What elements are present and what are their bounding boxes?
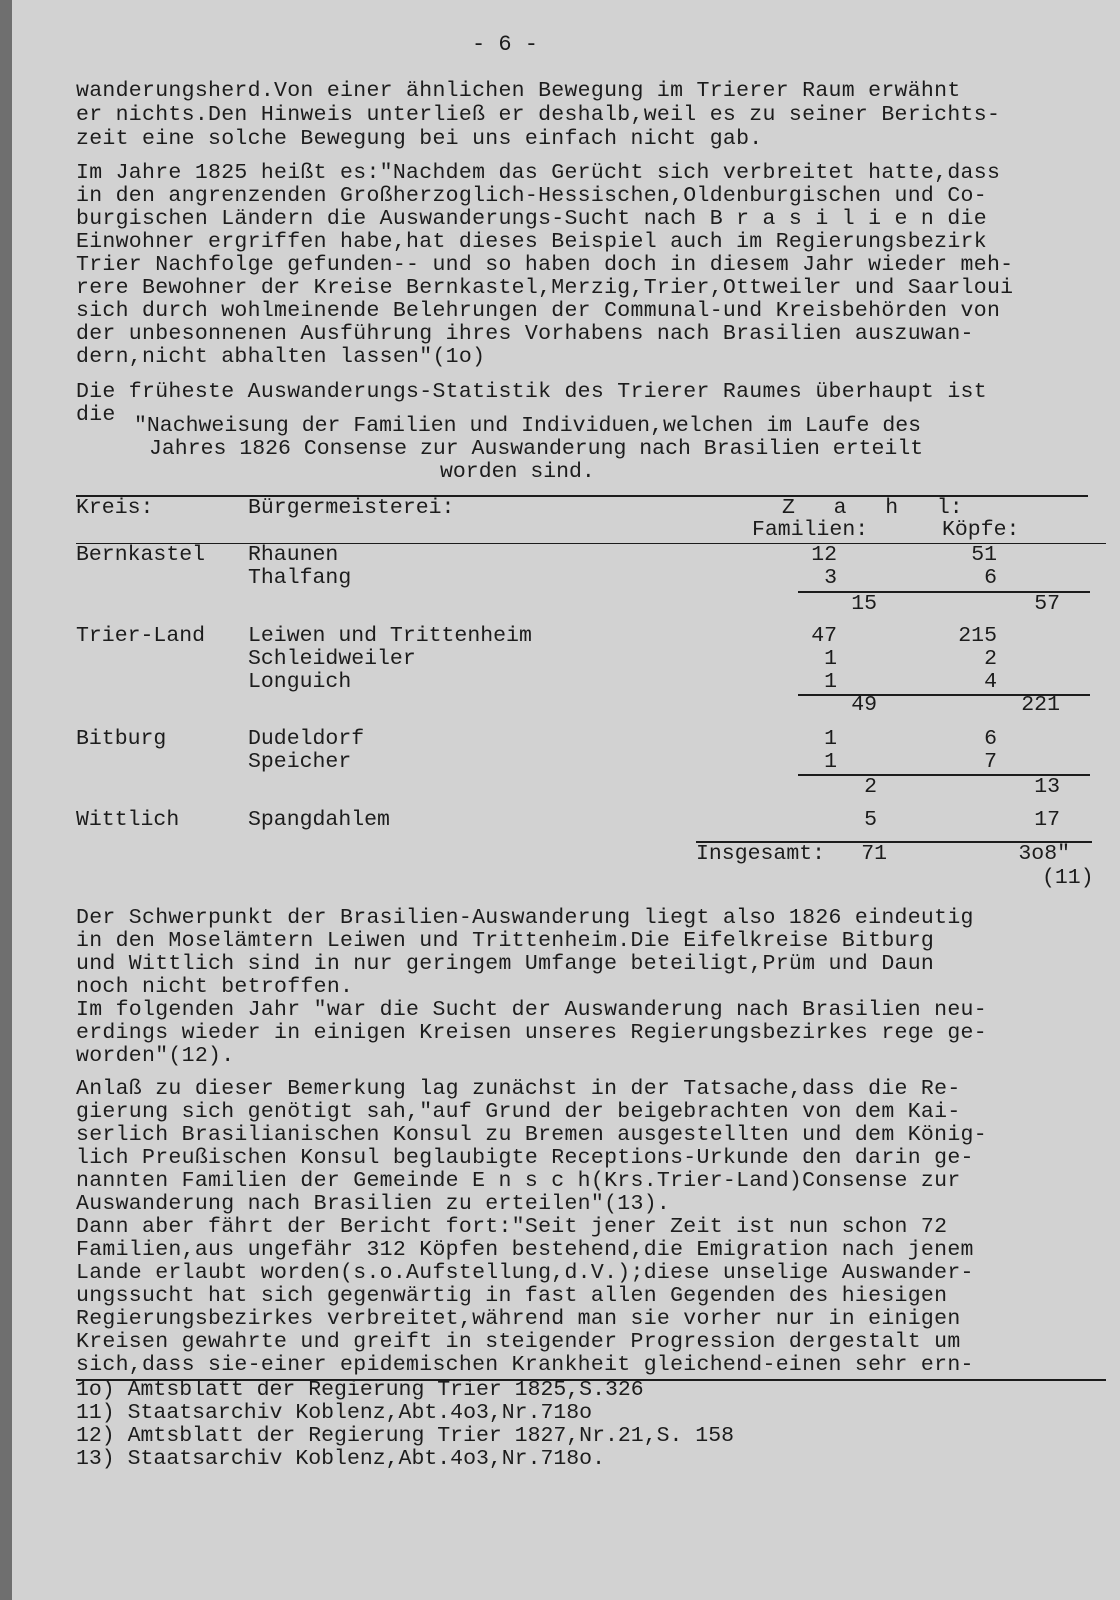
text-line: erdings wieder in einigen Kreisen unseres Regierungsbezirkes rege ge-	[76, 1021, 987, 1045]
kreis-cell: Wittlich	[76, 808, 180, 832]
text-line: und Wittlich sind in nur geringem Umfange beteiligt,Prüm und Daun	[76, 952, 935, 976]
text-line: ungssucht hat sich gegenwärtig in fast allen Gegenden des hiesigen	[76, 1284, 948, 1308]
page-number: - 6 -	[472, 32, 539, 57]
text-line: Im Jahre 1825 heißt es:"Nachdem das Gerücht sich verbreitet hatte,dass	[76, 161, 1001, 185]
subtotal-koepfe: 57	[1034, 592, 1060, 616]
koepfe-cell: 51	[971, 543, 997, 567]
text-line: in den Moselämtern Leiwen und Trittenheim.Die Eifelkreise Bitburg	[76, 929, 935, 953]
familien-cell: 1	[824, 750, 837, 774]
text-line: serlich Brasilianischen Konsul zu Bremen ausgestellten und dem König-	[76, 1123, 987, 1147]
text-line: Kreisen gewahrte und greift in steigender Progression dergestalt um	[76, 1330, 961, 1354]
text-line: Anlaß zu dieser Bemerkung lag zunächst in der Tatsache,dass die Re-	[76, 1077, 961, 1101]
table-source-ref: (11)	[1042, 866, 1094, 890]
text-line: Dann aber fährt der Bericht fort:"Seit jener Zeit ist nun schon 72	[76, 1215, 948, 1239]
buergermeisterei-cell: Thalfang	[248, 566, 352, 590]
text-line: Im folgenden Jahr "war die Sucht der Auswanderung nach Brasilien neu-	[76, 998, 987, 1022]
familien-cell: 5	[864, 808, 877, 832]
text-line: der unbesonnenen Ausführung ihres Vorhabens nach Brasilien auszuwan-	[76, 322, 974, 346]
text-line: in den angrenzenden Großherzoglich-Hessischen,Oldenburgischen und Co-	[76, 184, 987, 208]
koepfe-cell: 2	[984, 647, 997, 671]
text-line: rere Bewohner der Kreise Bernkastel,Merzig,Trier,Ottweiler und Saarloui	[76, 276, 1014, 300]
total-label: Insgesamt:	[696, 842, 826, 866]
koepfe-cell: 6	[984, 727, 997, 751]
text-line: noch nicht betroffen.	[76, 975, 354, 999]
footnote: 1o) Amtsblatt der Regierung Trier 1825,S.326	[76, 1378, 644, 1402]
table-title-line: "Nachweisung der Familien und Individuen,welchen im Laufe des	[134, 414, 922, 438]
header-zahl: Z a h l:	[782, 496, 963, 520]
total-koepfe: 3o8"	[1018, 842, 1070, 866]
document-page	[12, 0, 1120, 1600]
text-line: worden"(12).	[76, 1044, 235, 1068]
text-line: burgischen Ländern die Auswanderungs-Sucht nach B r a s i l i e n die	[76, 207, 987, 231]
koepfe-cell: 17	[1034, 808, 1060, 832]
text-line: gierung sich genötigt sah,"auf Grund der beigebrachten von dem Kai-	[76, 1100, 961, 1124]
familien-cell: 3	[824, 566, 837, 590]
text-line: nannten Familien der Gemeinde E n s c h(Krs.Trier-Land)Consense zur	[76, 1169, 961, 1193]
text-line: Familien,aus ungefähr 312 Köpfen bestehend,die Emigration nach jenem	[76, 1238, 974, 1262]
text-line: zeit eine solche Bewegung bei uns einfach nicht gab.	[76, 127, 763, 151]
text-line: er nichts.Den Hinweis unterließ er deshalb,weil es zu seiner Berichts-	[76, 103, 1001, 127]
buergermeisterei-cell: Spangdahlem	[248, 808, 390, 832]
familien-cell: 47	[811, 624, 837, 648]
koepfe-cell: 215	[958, 624, 997, 648]
text-line: sich durch wohlmeinende Belehrungen der Communal-und Kreisbehörden von	[76, 299, 1001, 323]
buergermeisterei-cell: Schleidweiler	[248, 647, 416, 671]
total-familien: 71	[861, 842, 887, 866]
header-kreis: Kreis:	[76, 496, 154, 520]
text-line: Regierungsbezirkes verbreitet,während man sie vorher nur in einigen	[76, 1307, 961, 1331]
header-buergermeisterei: Bürgermeisterei:	[248, 496, 455, 520]
text-line: Trier Nachfolge gefunden-- und so haben doch in diesem Jahr wieder meh-	[76, 253, 1014, 277]
koepfe-cell: 6	[984, 566, 997, 590]
text-line: wanderungsherd.Von einer ähnlichen Bewegung im Trierer Raum erwähnt	[76, 79, 961, 103]
text-line: Lande erlaubt worden(s.o.Aufstellung,d.V.);diese unselige Auswander-	[76, 1261, 974, 1285]
text-line: sich,dass sie-einer epidemischen Krankheit gleichend-einen sehr ern-	[76, 1353, 974, 1377]
buergermeisterei-cell: Dudeldorf	[248, 727, 365, 751]
text-line: Die früheste Auswanderungs-Statistik des Trierer Raumes überhaupt ist	[76, 380, 987, 404]
header-koepfe: Köpfe:	[942, 518, 1020, 542]
familien-cell: 1	[824, 670, 837, 694]
text-line: dern,nicht abhalten lassen"(1o)	[76, 345, 486, 369]
buergermeisterei-cell: Speicher	[248, 750, 352, 774]
text-line: Der Schwerpunkt der Brasilien-Auswanderung liegt also 1826 eindeutig	[76, 906, 974, 930]
table-title-line: worden sind.	[440, 460, 595, 484]
text-line: lich Preußischen Konsul beglaubigte Receptions-Urkunde den darin ge-	[76, 1146, 974, 1170]
familien-cell: 12	[811, 543, 837, 567]
buergermeisterei-cell: Leiwen und Trittenheim	[248, 624, 532, 648]
subtotal-familien: 2	[864, 775, 877, 799]
footnote: 12) Amtsblatt der Regierung Trier 1827,Nr.21,S. 158	[76, 1424, 735, 1448]
text-line: Einwohner ergriffen habe,hat dieses Beispiel auch im Regierungsbezirk	[76, 230, 987, 254]
kreis-cell: Trier-Land	[76, 624, 206, 648]
text-line: Auswanderung nach Brasilien zu erteilen"(13).	[76, 1192, 671, 1216]
table-title-line: Jahres 1826 Consense zur Auswanderung nach Brasilien erteilt	[149, 437, 924, 461]
header-familien: Familien:	[752, 518, 869, 542]
familien-cell: 1	[824, 647, 837, 671]
koepfe-cell: 4	[984, 670, 997, 694]
kreis-cell: Bernkastel	[76, 543, 206, 567]
subtotal-koepfe: 13	[1034, 775, 1060, 799]
subtotal-familien: 15	[851, 592, 877, 616]
subtotal-familien: 49	[851, 693, 877, 717]
kreis-cell: Bitburg	[76, 727, 167, 751]
footnote: 11) Staatsarchiv Koblenz,Abt.4o3,Nr.718o	[76, 1401, 593, 1425]
buergermeisterei-cell: Rhaunen	[248, 543, 339, 567]
footnote: 13) Staatsarchiv Koblenz,Abt.4o3,Nr.718o.	[76, 1447, 605, 1471]
subtotal-koepfe: 221	[1021, 693, 1060, 717]
text-line: die	[76, 403, 116, 427]
familien-cell: 1	[824, 727, 837, 751]
buergermeisterei-cell: Longuich	[248, 670, 352, 694]
koepfe-cell: 7	[984, 750, 997, 774]
